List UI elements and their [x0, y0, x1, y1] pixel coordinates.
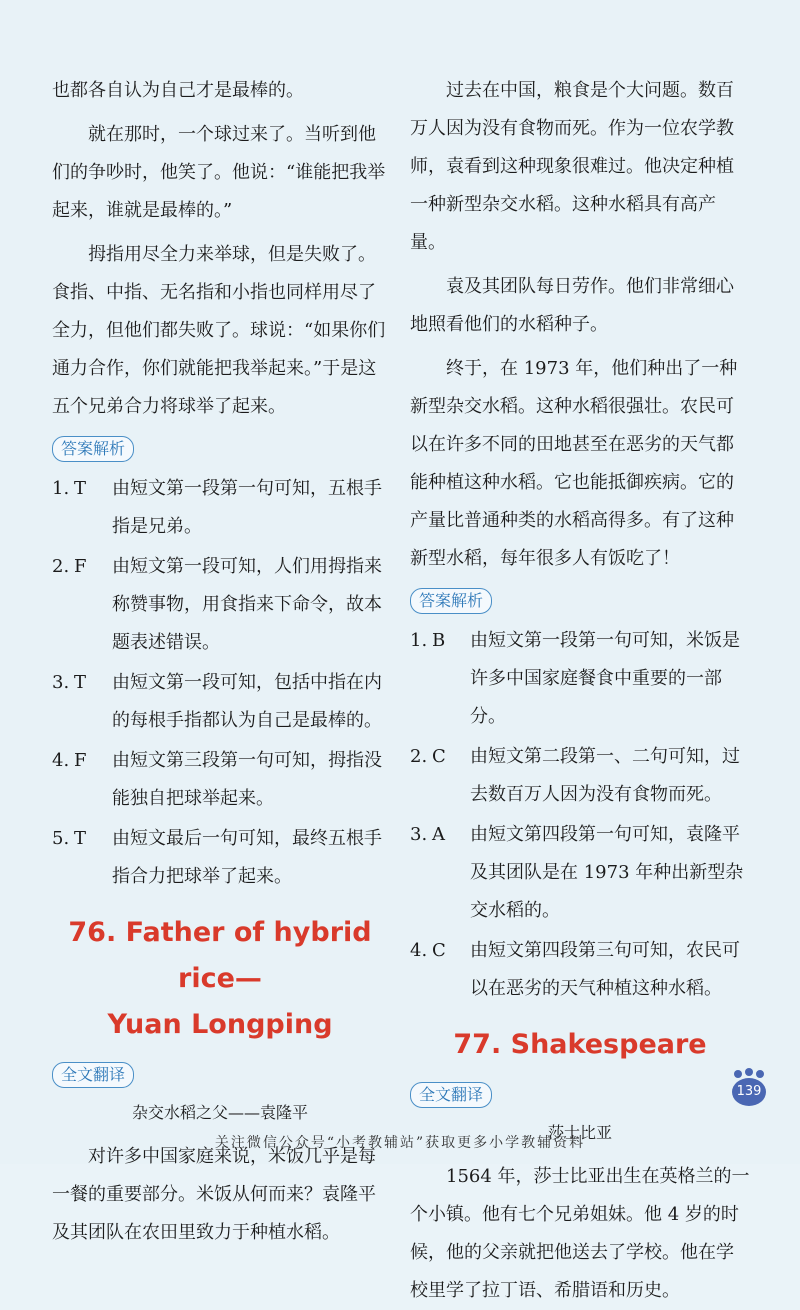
answer-number: 1.	[410, 630, 428, 651]
answer-item	[52, 470, 388, 546]
answer-analysis-badge: 答案解析	[410, 588, 492, 614]
translation-title: 莎士比亚	[547, 1123, 612, 1142]
answer-key: F	[74, 556, 87, 577]
page-number-badge	[732, 1068, 772, 1108]
answer-number: 2.	[52, 556, 70, 577]
answer-text: 由短文第二段第一、二句可知，过去数百万人因为没有食物而死。	[470, 746, 740, 805]
left-paragraph-2: 拇指用尽全力来举球，但是失败了。食指、中指、无名指和小指也同样用尽了全力，但他们都失败了。球说：“如果你们通力合作，你们就能把我举起来。”于是这五个兄弟合力将球举了起来。	[52, 244, 386, 417]
right-paragraph-0: 过去在中国，粮食是个大问题。数百万人因为没有食物而死。作为一位农学教师，袁看到这种现象很难过。他决定种植一种新型杂交水稻。这种水稻具有高产量。	[410, 80, 734, 253]
answer-key: T	[74, 478, 87, 499]
answer-key: B	[432, 630, 446, 651]
answer-key: T	[74, 828, 87, 849]
answer-number: 1.	[52, 478, 70, 499]
full-translation-badge: 全文翻译	[410, 1082, 492, 1108]
left-paragraph-0: 也都各自认为自己才是最棒的。	[52, 80, 304, 101]
answer-number: 4.	[52, 750, 70, 771]
lesson-77-heading: 77. Shakespeare	[453, 1029, 707, 1060]
answer-text: 由短文第三段第一句可知，拇指没能独自把球举起来。	[112, 750, 382, 809]
answer-key: C	[432, 746, 446, 767]
answer-text: 由短文最后一句可知，最终五根手指合力把球举了起来。	[112, 828, 382, 887]
answer-analysis-badge: 答案解析	[52, 436, 134, 462]
answer-number: 2.	[410, 746, 428, 767]
answer-key: F	[74, 750, 87, 771]
answer-key: A	[432, 824, 445, 845]
paw-dot	[734, 1070, 742, 1078]
answer-item	[52, 664, 388, 740]
answer-text: 由短文第四段第三句可知，农民可以在恶劣的天气种植这种水稻。	[470, 940, 740, 999]
answer-item	[410, 932, 750, 1008]
answer-number: 3.	[52, 672, 70, 693]
lesson-76-heading	[52, 910, 388, 1048]
footer-note: 关注微信公众号“小考教辅站”获取更多小学教辅资料	[214, 1135, 586, 1151]
answer-key: T	[74, 672, 87, 693]
left-column	[52, 72, 388, 1252]
full-translation-badge: 全文翻译	[52, 1062, 134, 1088]
answer-text: 由短文第四段第一句可知，袁隆平及其团队是在 1973 年种出新型杂交水稻的。	[470, 824, 744, 921]
answer-key: C	[432, 940, 446, 961]
lesson-76-heading-line1: 76. Father of hybrid rice—	[68, 917, 372, 994]
right-paragraph-2: 终于，在 1973 年，他们种出了一种新型杂交水稻。这种水稻很强壮。农民可以在许多不同的田地甚至在恶劣的天气都能种植这种水稻。它也能抵御疾病。它的产量比普通种类的水稻高得多。有了这种新型水稻，每年很多人有饭吃了！	[410, 358, 738, 569]
answer-text: 由短文第一段第一句可知，五根手指是兄弟。	[112, 478, 382, 537]
left-paragraph-3: 对许多中国家庭来说，米饭几乎是每一餐的重要部分。米饭从何而来？袁隆平及其团队在农田里致力于种植水稻。	[52, 1146, 376, 1243]
answer-number: 5.	[52, 828, 70, 849]
translation-title: 杂交水稻之父——袁隆平	[131, 1103, 308, 1122]
page-number: 139	[732, 1078, 766, 1106]
answer-number: 4.	[410, 940, 428, 961]
answer-item	[52, 820, 388, 896]
right-column	[410, 72, 750, 1310]
answer-item	[52, 742, 388, 818]
answer-text: 由短文第一段可知，人们用拇指来称赞事物，用食指来下命令，故本题表述错误。	[112, 556, 382, 653]
answer-item	[410, 816, 750, 930]
paw-dot	[745, 1068, 753, 1076]
lesson-76-heading-line2: Yuan Longping	[107, 1009, 333, 1040]
answer-item	[410, 622, 750, 736]
answer-text: 由短文第一段可知，包括中指在内的每根手指都认为自己是最棒的。	[112, 672, 382, 731]
right-paragraph-1: 袁及其团队每日劳作。他们非常细心地照看他们的水稻种子。	[410, 276, 734, 335]
answer-item	[52, 548, 388, 662]
left-paragraph-1: 就在那时，一个球过来了。当听到他们的争吵时，他笑了。他说：“谁能把我举起来，谁就是最棒的。”	[52, 124, 386, 221]
answer-number: 3.	[410, 824, 428, 845]
answer-text: 由短文第一段第一句可知，米饭是许多中国家庭餐食中重要的一部分。	[470, 630, 740, 727]
paw-dot	[756, 1070, 764, 1078]
answer-item	[410, 738, 750, 814]
right-paragraph-3: 1564 年，莎士比亚出生在英格兰的一个小镇。他有七个兄弟姐妹。他 4 岁的时候，他的父亲就把他送去了学校。他在学校里学了拉丁语、希腊语和历史。	[410, 1166, 750, 1301]
